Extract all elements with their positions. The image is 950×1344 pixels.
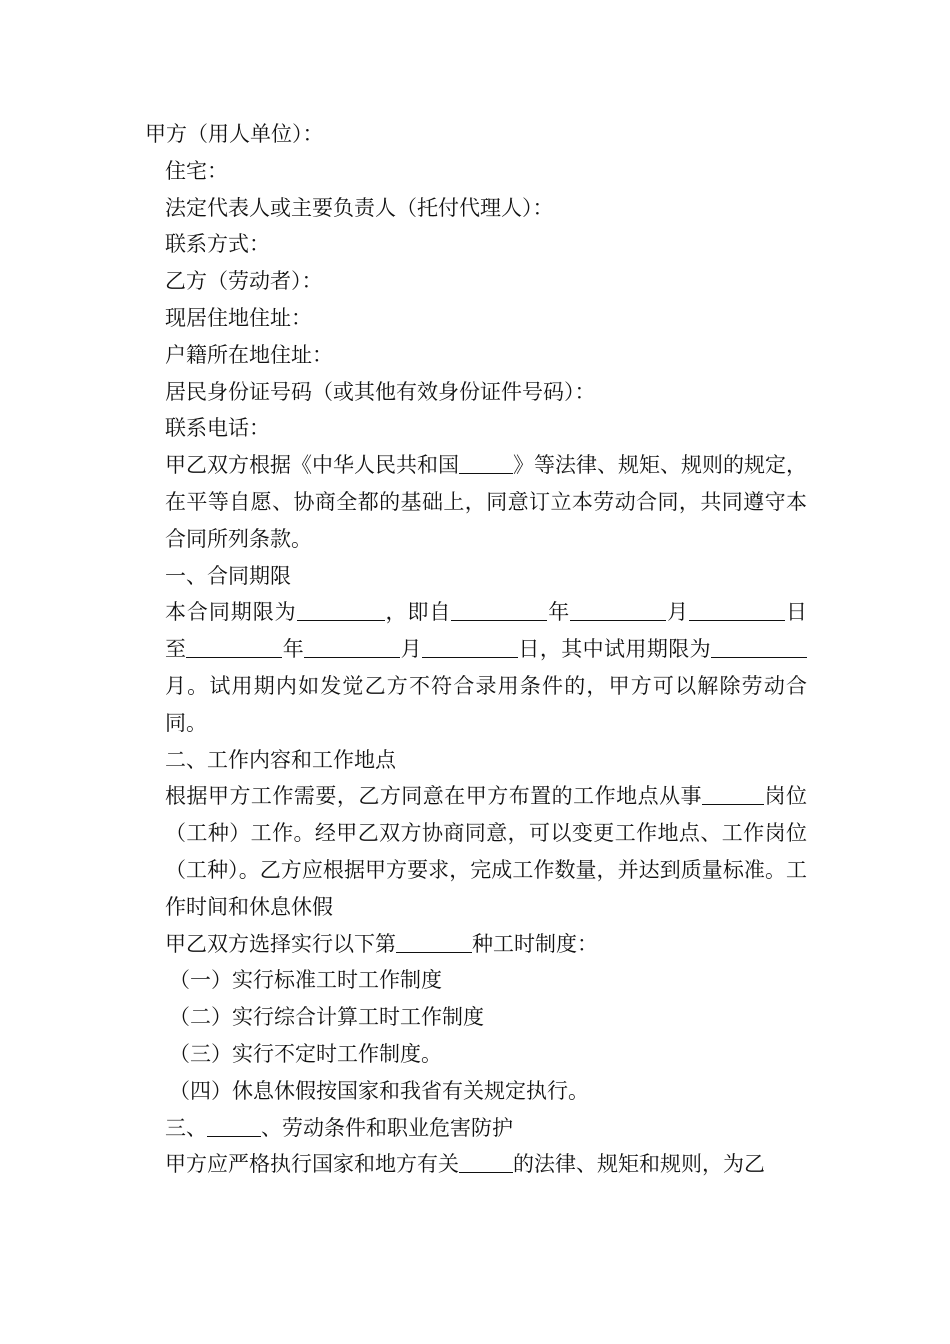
text: 的法律、规矩和规则，为乙 bbox=[513, 1152, 765, 1177]
party-b-household-address: 户籍所在地住址： bbox=[165, 342, 333, 367]
section3-paragraph bbox=[145, 1146, 807, 1183]
text: 三、 bbox=[165, 1115, 207, 1140]
party-b-title: 乙方（劳动者）： bbox=[165, 269, 323, 294]
text: 月 bbox=[666, 600, 690, 625]
blank-field bbox=[304, 636, 400, 658]
section2-paragraph-1 bbox=[145, 778, 807, 925]
contract-body bbox=[145, 116, 807, 1183]
work-hours-item-1: （一）实行标准工时工作制度 bbox=[169, 968, 442, 993]
text: ，即自 bbox=[384, 600, 452, 625]
text: 、劳动条件和职业危害防护 bbox=[261, 1115, 513, 1140]
party-b-current-address: 现居住地住址： bbox=[165, 305, 312, 330]
section2-paragraph-2 bbox=[145, 926, 807, 963]
blank-field bbox=[570, 599, 666, 621]
intro-text-2: 》等法律、规矩、规则的规定，在平等自愿、协商全都的基础上，同意订立本劳动合同，共同遵守本合同所列条款。 bbox=[165, 453, 807, 551]
intro-paragraph bbox=[145, 447, 807, 557]
text: 甲方应严格执行国家和地方有关 bbox=[165, 1152, 459, 1177]
blank-field bbox=[396, 931, 472, 953]
work-hours-item-3: （三）实行不定时工作制度。 bbox=[169, 1041, 442, 1066]
party-a-legal-rep: 法定代表人或主要负责人（托付代理人）： bbox=[165, 195, 554, 220]
work-hours-item-4: （四）休息休假按国家和我省有关规定执行。 bbox=[169, 1078, 589, 1103]
section2-heading: 二、工作内容和工作地点 bbox=[165, 747, 396, 772]
section3-heading bbox=[145, 1110, 807, 1147]
party-b-id-number: 居民身份证号码（或其他有效身份证件号码）： bbox=[165, 379, 596, 404]
section1-paragraph bbox=[145, 594, 807, 741]
text: 年 bbox=[282, 637, 305, 662]
text: 日，其中试用期限为 bbox=[518, 637, 712, 662]
party-a-residence: 住宅： bbox=[165, 158, 228, 183]
text: 根据甲方工作需要，乙方同意在甲方布置的工作地点从事 bbox=[165, 784, 703, 809]
text: 月 bbox=[400, 637, 423, 662]
intro-text-1: 甲乙双方根据《中华人民共和国 bbox=[165, 453, 459, 478]
text: 种工时制度： bbox=[472, 931, 598, 956]
blank-field bbox=[186, 636, 282, 658]
blank-field bbox=[207, 1115, 261, 1137]
text: 日至 bbox=[165, 600, 808, 662]
party-a-title: 甲方（用人单位）： bbox=[145, 122, 324, 146]
party-a-contact: 联系方式： bbox=[165, 232, 270, 257]
blank-field bbox=[297, 599, 385, 621]
text: 年 bbox=[547, 600, 571, 625]
text: 本合同期限为 bbox=[165, 600, 297, 625]
party-b-phone: 联系电话： bbox=[165, 416, 270, 441]
blank-field bbox=[451, 599, 547, 621]
blank-field bbox=[689, 599, 785, 621]
blank-field bbox=[422, 636, 518, 658]
blank-field bbox=[459, 452, 513, 474]
section1-heading: 一、合同期限 bbox=[165, 563, 291, 588]
text: 月。试用期内如发觉乙方不符合录用条件的，甲方可以解除劳动合同。 bbox=[165, 673, 807, 735]
work-hours-item-2: （二）实行综合计算工时工作制度 bbox=[169, 1005, 484, 1030]
blank-field bbox=[711, 636, 807, 658]
blank-field bbox=[459, 1151, 513, 1173]
text: 甲乙双方选择实行以下第 bbox=[165, 931, 396, 956]
blank-field bbox=[702, 783, 764, 805]
text: 岗位（工种）工作。经甲乙双方协商同意，可以变更工作地点、工作岗位（工种）。乙方应根据甲方要求，完成工作数量，并达到质量标准。工作时间和休息休假 bbox=[165, 784, 808, 919]
